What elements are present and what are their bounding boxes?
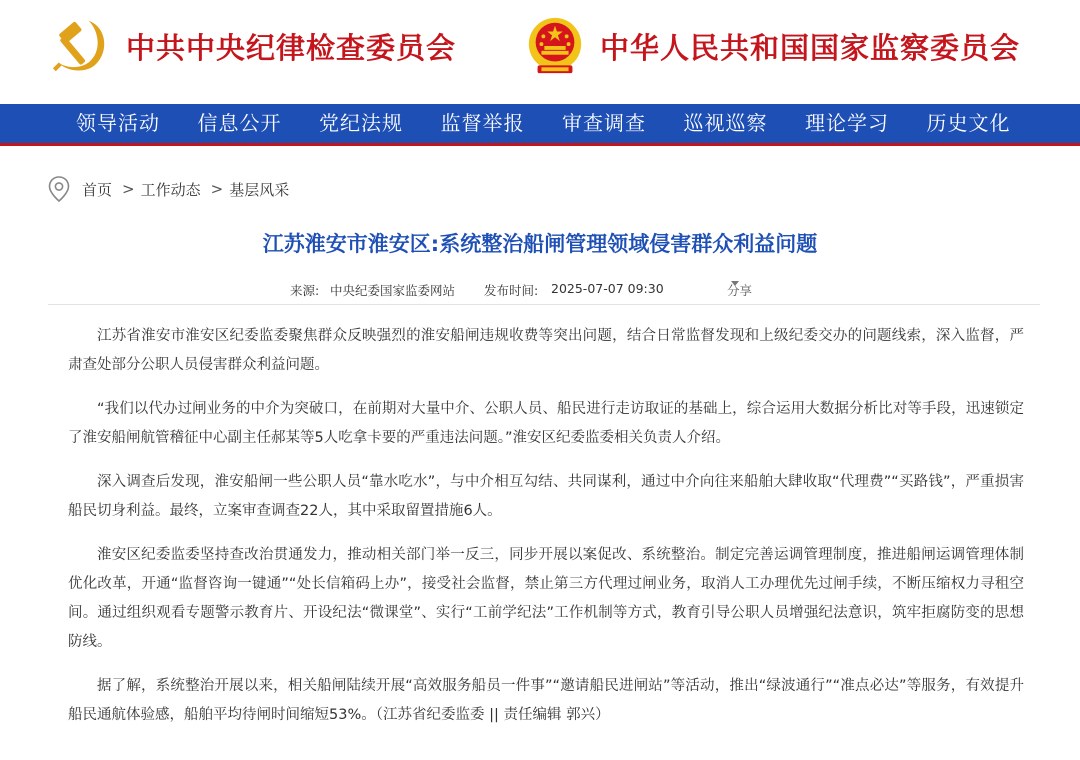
source-label: 来源: — [290, 283, 320, 298]
nav-item-disclosure[interactable]: 信息公开 — [197, 111, 282, 135]
source-value: 中央纪委国家监委网站 — [330, 283, 456, 298]
nav-item-regulations[interactable]: 党纪法规 — [319, 111, 403, 135]
article-title: 江苏淮安市淮安区:系统整治船闸管理领域侵害群众利益问题 — [262, 232, 818, 256]
breadcrumb-work-news[interactable]: 工作动态 — [140, 180, 201, 199]
article-paragraph: 淮安区纪委监委坚持查改治贯通发力，推动相关部门举一反三，同步开展以案促改、系统整治。制定完善运调管理制度，推进船闸运调管理体制优化改革，开通“监督咨询一键通”“处长信箱码上办”，接受社会监督，禁止第三方代理过闸业务，取消人工办理优先过闸手续，不断压缩权力寻租空间。通过组织观看专题警示教育片、开设纪法“微课堂”、实行“工前学纪法”工作机制等方式，教育引导公职人员增强纪法意识，筑牢拒腐防变的思想防线。 — [68, 547, 1024, 650]
divider — [48, 304, 1040, 305]
article-paragraph: 江苏省淮安市淮安区纪委监委聚焦群众反映强烈的淮安船闸违规收费等突出问题，结合日常监督发现和上级纪委交办的问题线索，深入监督，严肃查处部分公职人员侵害群众利益问题。 — [68, 328, 1024, 373]
share-label: 分享 — [727, 283, 753, 298]
nsc-brand[interactable] — [524, 14, 1020, 78]
chevron-down-icon — [731, 281, 739, 286]
main-nav — [0, 104, 1080, 146]
site-header — [0, 0, 1080, 104]
breadcrumb-home[interactable]: 首页 — [82, 180, 113, 199]
article-body — [68, 322, 1024, 745]
publish-time-value: 2025-07-07 09:30 — [551, 281, 664, 296]
nav-item-report[interactable]: 监督举报 — [440, 111, 525, 135]
nav-item-investigation[interactable]: 审查调查 — [562, 111, 646, 135]
national-emblem-icon — [524, 14, 586, 78]
breadcrumb-separator: > — [122, 180, 135, 198]
article-paragraph: “我们以代办过闸业务的中介为突破口，在前期对大量中介、公职人员、船民进行走访取证的基础上，综合运用大数据分析比对等手段，迅速锁定了淮安船闸航管稽征中心副主任郝某等5人吃拿卡要的严重违法问题。”淮安区纪委监委相关负责人介绍。 — [68, 401, 1024, 446]
ccdi-brand[interactable] — [50, 14, 456, 78]
breadcrumb-separator: > — [210, 180, 224, 198]
location-pin-icon — [48, 176, 70, 202]
article-paragraph: 据了解，系统整治开展以来，相关船闸陆续开展“高效服务船员一件事”“邀请船民进闸站”等活动，推出“绿波通行”“准点必达”等服务，有效提升船民通航体验感，船舶平均待闸时间缩短53%。（江苏省纪委监委 || 责任编辑 郭兴） — [68, 678, 1024, 723]
breadcrumb — [48, 176, 289, 202]
nsc-title: 中华人民共和国国家监察委员会 — [600, 30, 1021, 65]
nav-item-history[interactable]: 历史文化 — [926, 111, 1011, 135]
party-emblem-icon — [50, 14, 112, 78]
nav-item-theory[interactable]: 理论学习 — [805, 111, 889, 135]
article-paragraph: 深入调查后发现，淮安船闸一些公职人员“靠水吃水”，与中介相互勾结、共同谋利，通过中介向往来船舶大肆收取“代理费”“买路钱”，严重损害船民切身利益。最终，立案审查调查22人，其中采取留置措施6人。 — [68, 474, 1024, 519]
breadcrumb-grassroots[interactable]: 基层风采 — [229, 180, 290, 199]
ccdi-title: 中共中央纪律检查委员会 — [126, 30, 457, 65]
nav-item-inspection[interactable]: 巡视巡察 — [683, 111, 768, 135]
publish-time-label: 发布时间: — [484, 283, 539, 298]
nav-item-leadership[interactable]: 领导活动 — [76, 111, 160, 135]
